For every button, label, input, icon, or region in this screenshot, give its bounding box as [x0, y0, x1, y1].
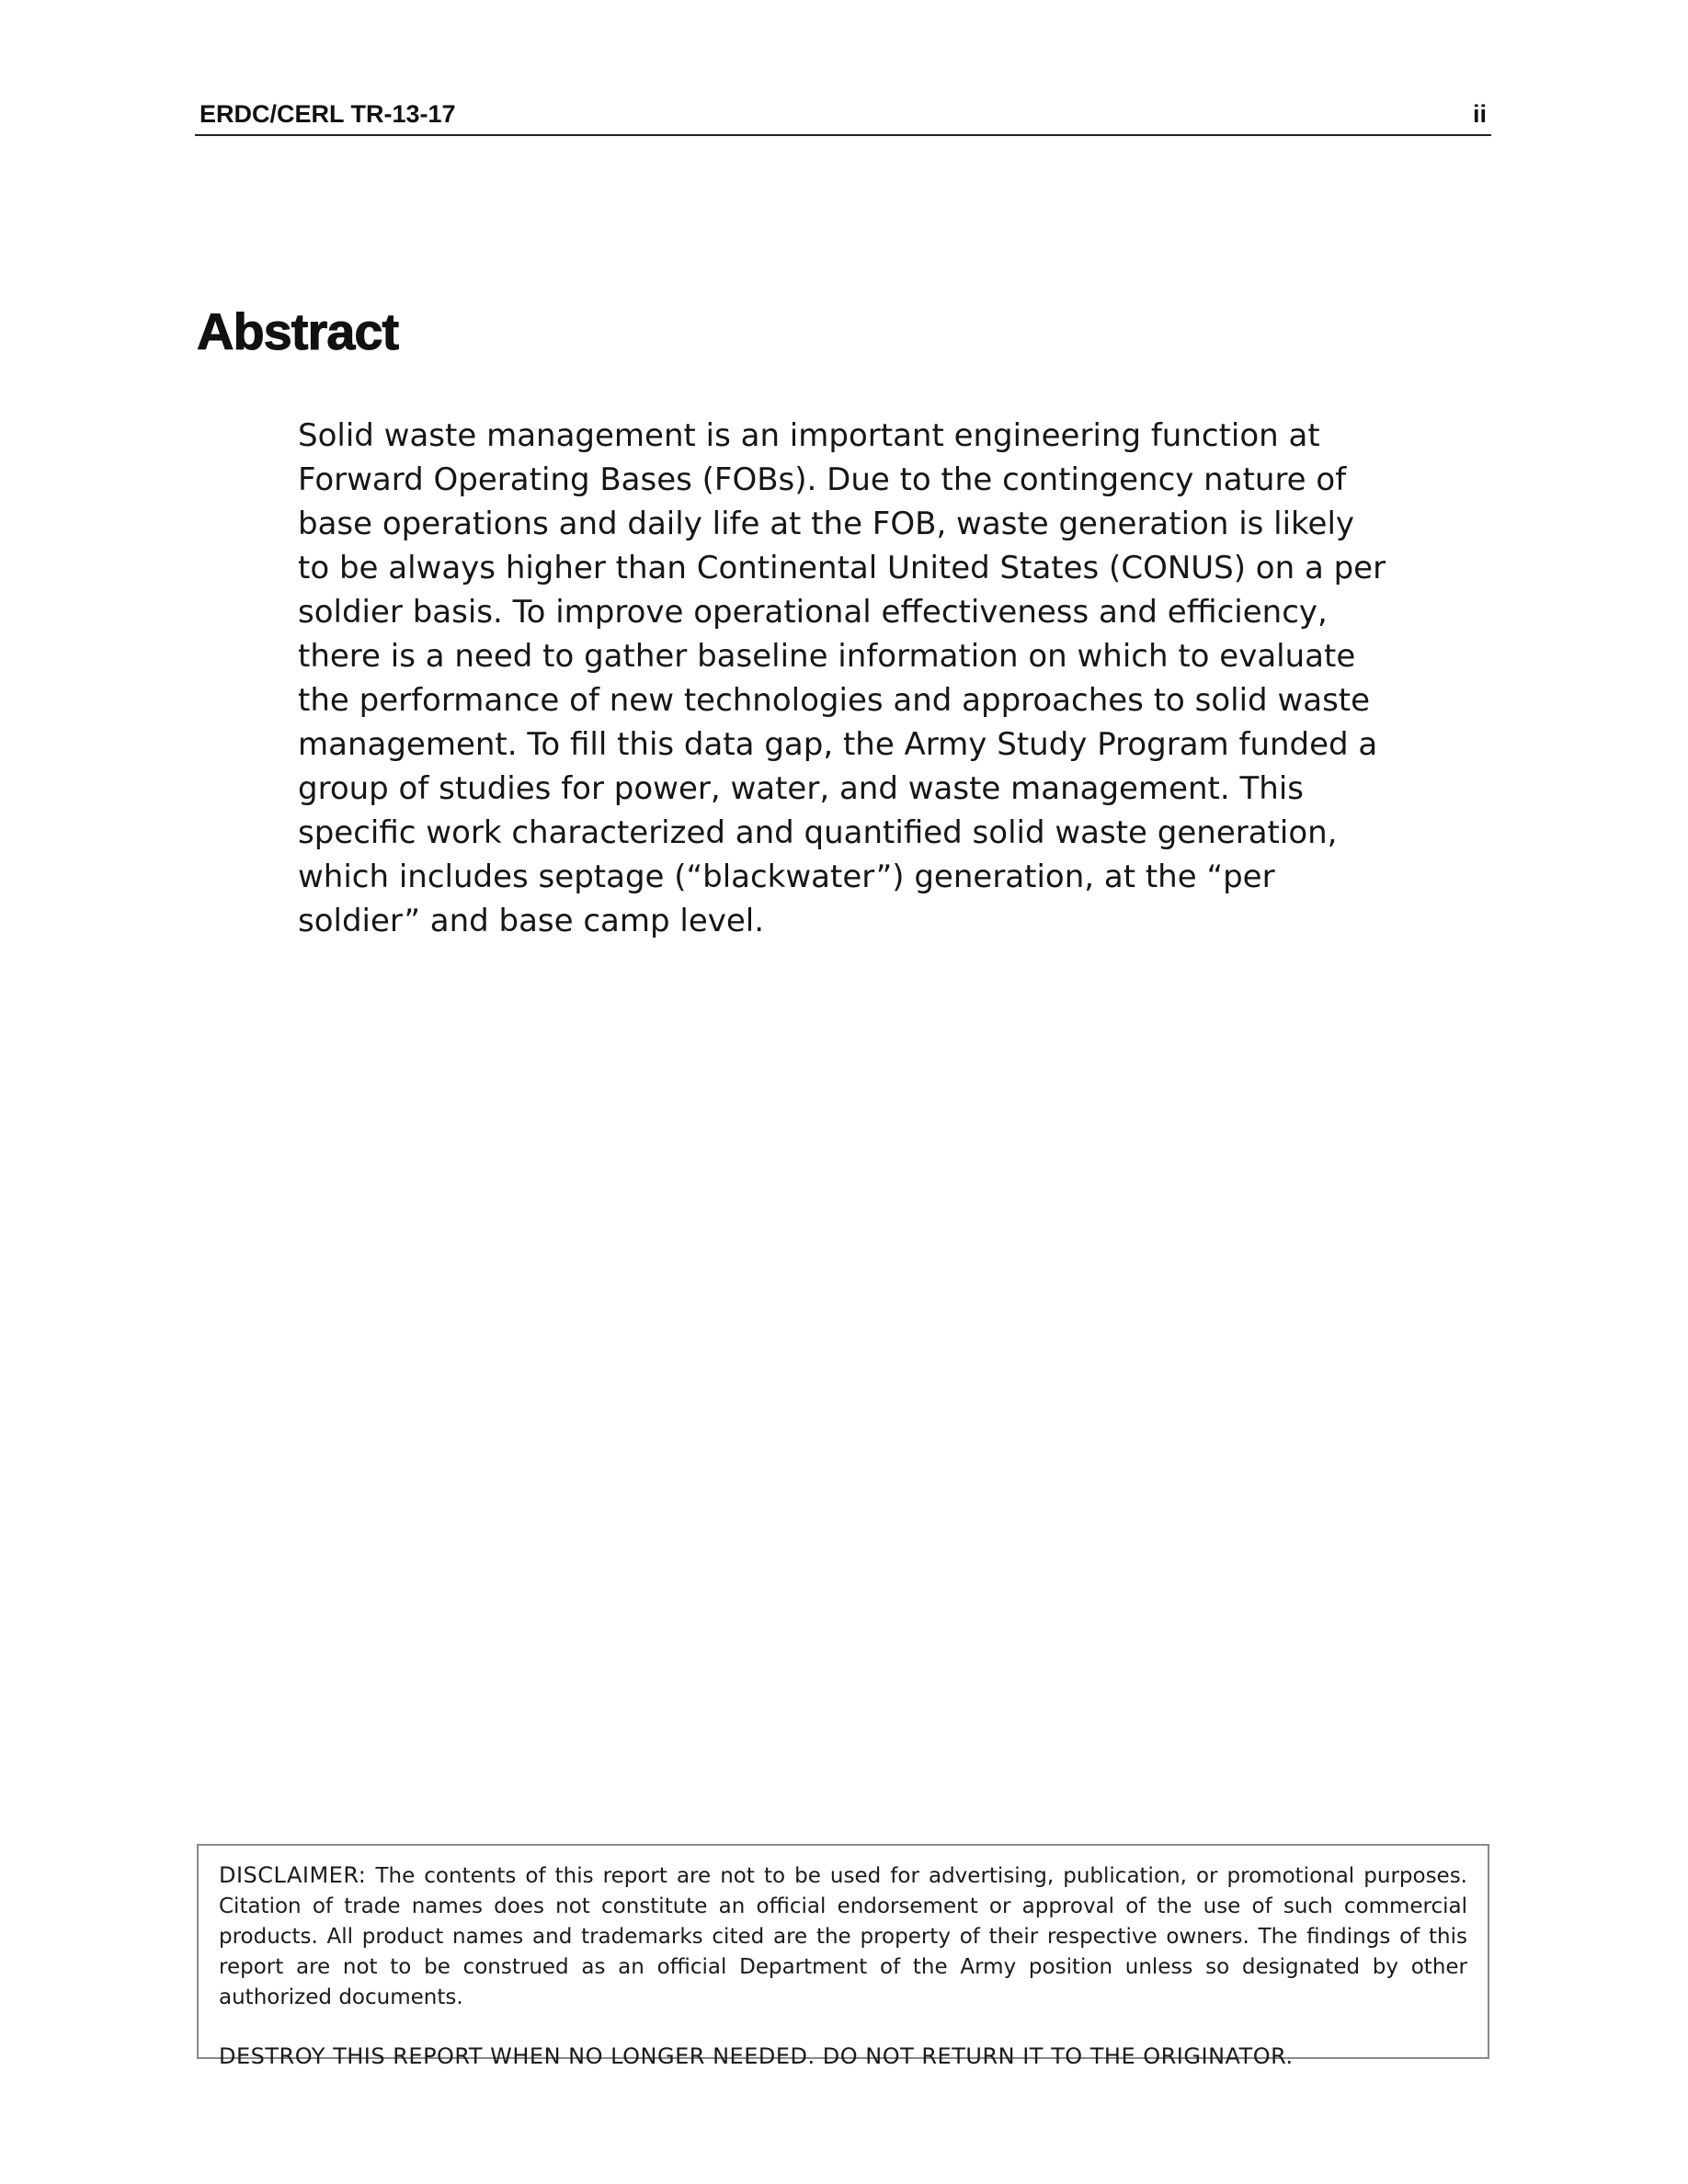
report-id: ERDC/CERL TR-13-17 — [200, 100, 456, 128]
disclaimer-text: The contents of this report are not to be used for advertising, publication, or promotional purposes. Citation of trade names does not constitute an official endorsement or approval of the use of such commercial products. All product names and trademarks cited are the property of their respective owners. The findings of this report are not to be construed as an official Department of the Army position unless so designated by other authorized documents. — [219, 1864, 1467, 2009]
abstract-heading: Abstract — [197, 302, 399, 360]
disclaimer-label: DISCLAIMER: — [219, 1862, 367, 1888]
disclaimer-paragraph — [219, 1860, 1467, 2013]
destroy-notice: DESTROY THIS REPORT WHEN NO LONGER NEEDED. DO NOT RETURN IT TO THE ORIGINATOR. — [219, 2043, 1294, 2069]
running-header — [195, 96, 1491, 136]
abstract-body: Solid waste management is an important engineering function at Forward Operating Bases (FOBs). Due to the contingency nature of base operations and daily life at the FOB, waste generation is likely to be always higher than Continental United States (CONUS) on a per soldier basis. To improve operational effectiveness and efficiency, there is a need to gather baseline information on which to evaluate the performance of new technologies and approaches to solid waste management. To fill this data gap, the Army Study Program funded a group of studies for power, water, and waste management. This specific work characterized and quantified solid waste generation, which includes septage (“blackwater”) generation, at the “per soldier” and base camp level. — [298, 417, 1386, 939]
disclaimer-box — [197, 1844, 1489, 2069]
page-number: ii — [1472, 100, 1487, 128]
